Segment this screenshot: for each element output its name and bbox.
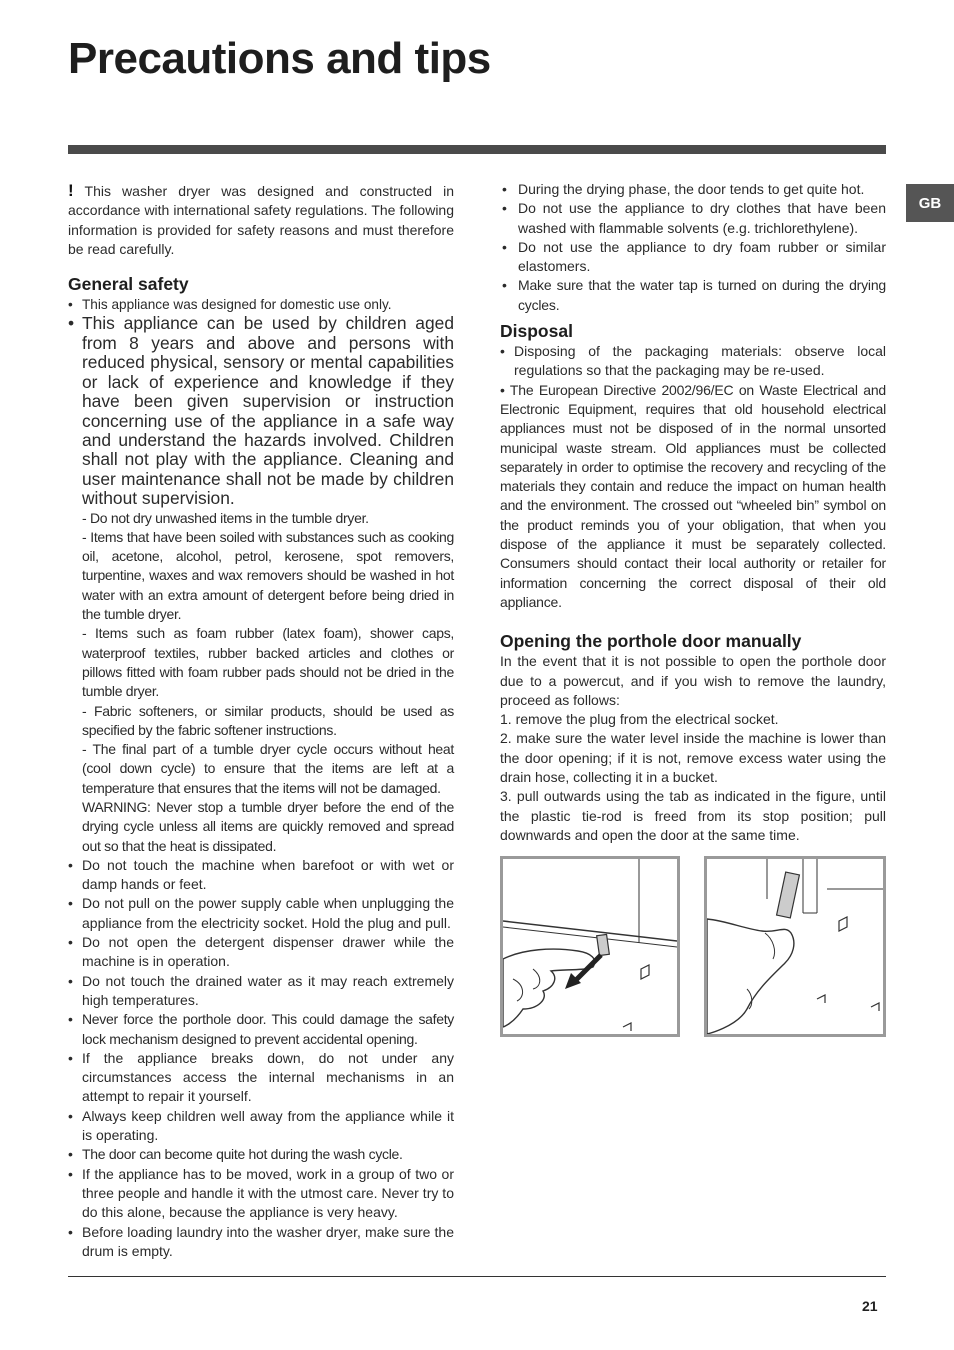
- porthole-intro: In the event that it is not possible to open the porthole door due to a powercut, and if you wish to remove the laundry, proceed as follows:: [500, 653, 886, 708]
- warning-note: WARNING: Never stop a tumble dryer before the end of the drying cycle unless all items are quickly removed and spread out so that the heat is dissipated.: [82, 799, 454, 854]
- list-item: • If the appliance has to be moved, work in a group of two or three people and handle it with the utmost care. Never try to do this alone, because the appliance is very heavy.: [68, 1165, 454, 1223]
- sub-item: - Do not dry unwashed items in the tumble dryer.: [82, 509, 369, 526]
- intro-text: This washer dryer was designed and constructed in accordance with international safety regulations. The following information is provided for safety reasons and must therefore be read carefully.: [68, 183, 454, 257]
- general-safety-list-continued: [68, 856, 454, 1261]
- figure-release-tie-rod: [704, 856, 886, 1037]
- sub-item: - Items such as foam rubber (latex foam), shower caps, waterproof textiles, rubber backed articles and clothes or pillows fitted with foam rubber pads should not be dried in the tumble dryer.: [82, 625, 454, 700]
- page-title: Precautions and tips: [68, 34, 491, 83]
- tumble-dryer-notes: [68, 509, 454, 856]
- warning-mark: !: [68, 181, 74, 200]
- disposal-heading: Disposal: [500, 321, 573, 342]
- page-number: 21: [862, 1298, 878, 1314]
- hand-releasing-tie-rod-illustration: [707, 859, 883, 1034]
- list-item: • If the appliance breaks down, do not under any circumstances access the internal mechanisms in an attempt to repair it yourself.: [68, 1049, 454, 1107]
- porthole-step-1: 1. remove the plug from the electrical socket.: [500, 711, 779, 728]
- list-item: • Always keep children well away from the appliance while it is operating.: [68, 1107, 454, 1146]
- disposal-weee: • The European Directive 2002/96/EC on Waste Electrical and Electronic Equipment, requires that old household electrical appliances must not be disposed of in the normal unsorted municipal waste stream. Old appliances must be collected separately in order to optimise the recovery and recycling of the materials they contain and reduce the impact on human health and the environment. The crossed out “wheeled bin” symbol on the product reminds you of your obligation, that when you dispose of the appliance it must be separately collected. Consumers should contact their local authority or retailer for information concerning the correct disposal of their old appliance.: [500, 381, 886, 610]
- footer-divider: [68, 1276, 886, 1277]
- hand-pulling-tab-illustration: [503, 859, 677, 1034]
- right-column: [500, 180, 886, 845]
- list-item: • Do not pull on the power supply cable when unplugging the appliance from the electricity socket. Hold the plug and pull.: [68, 894, 454, 933]
- title-divider: [68, 145, 886, 154]
- porthole-step-2: 2. make sure the water level inside the machine is lower than the door opening; if it is not, remove excess water using the drain hose, collecting it in a bucket.: [500, 730, 886, 786]
- figure-pull-tab: [500, 856, 680, 1037]
- general-safety-heading: General safety: [68, 274, 189, 295]
- list-item: • The door can become quite hot during the wash cycle.: [68, 1145, 454, 1164]
- list-item: • Before loading laundry into the washer dryer, make sure the drum is empty.: [68, 1223, 454, 1262]
- list-item: • Do not touch the machine when barefoot or with wet or damp hands or feet.: [68, 856, 454, 895]
- list-item: • Make sure that the water tap is turned on during the drying cycles.: [500, 276, 886, 315]
- left-column: [68, 181, 454, 1261]
- list-item: • Do not use the appliance to dry clothes that have been washed with flammable solvents (e.g. trichlorethylene).: [500, 199, 886, 238]
- language-tab: GB: [906, 184, 954, 222]
- porthole-heading: Opening the porthole door manually: [500, 631, 802, 652]
- list-item: • Never force the porthole door. This could damage the safety lock mechanism designed to prevent accidental opening.: [68, 1010, 454, 1049]
- disposal-packaging: • Disposing of the packaging materials: observe local regulations so that the packaging may be re-used.: [500, 342, 886, 381]
- list-item: • Do not open the detergent dispenser drawer while the machine is in operation.: [68, 933, 454, 972]
- list-item: • Do not use the appliance to dry foam rubber or similar elastomers.: [500, 238, 886, 277]
- sub-item: - Fabric softeners, or similar products, should be used as specified by the fabric softener instructions.: [82, 702, 454, 738]
- porthole-figures: [500, 856, 886, 1040]
- list-item: • During the drying phase, the door tends to get quite hot.: [500, 180, 886, 199]
- drying-precautions-list: [500, 180, 886, 315]
- list-item: • This appliance was designed for domestic use only.: [68, 295, 454, 314]
- intro-paragraph: [68, 181, 454, 259]
- list-item: • Do not touch the drained water as it may reach extremely high temperatures.: [68, 972, 454, 1011]
- porthole-step-3: 3. pull outwards using the tab as indicated in the figure, until the plastic tie-rod is freed from its stop position; pull downwards and open the door at the same time.: [500, 788, 886, 843]
- sub-item: - The final part of a tumble dryer cycle occurs without heat (cool down cycle) to ensure that the items are left at a temperature that ensures that the items will not be damaged.: [82, 741, 454, 796]
- general-safety-list: [68, 295, 454, 508]
- list-item: • This appliance can be used by children aged from 8 years and above and persons with reduced physical, sensory or mental capabilities or lack of experience and knowledge if they have been given supervision or instruction concerning use of the appliance in a safe way and understand the hazards involved. Children shall not play with the appliance. Cleaning and user maintenance shall not be made by children without supervision.: [68, 314, 454, 508]
- sub-item: - Items that have been soiled with substances such as cooking oil, acetone, alcohol, petrol, kerosene, spot removers, turpentine, waxes and wax removers should be washed in hot water with an extra amount of detergent before being dried in the tumble dryer.: [82, 528, 454, 623]
